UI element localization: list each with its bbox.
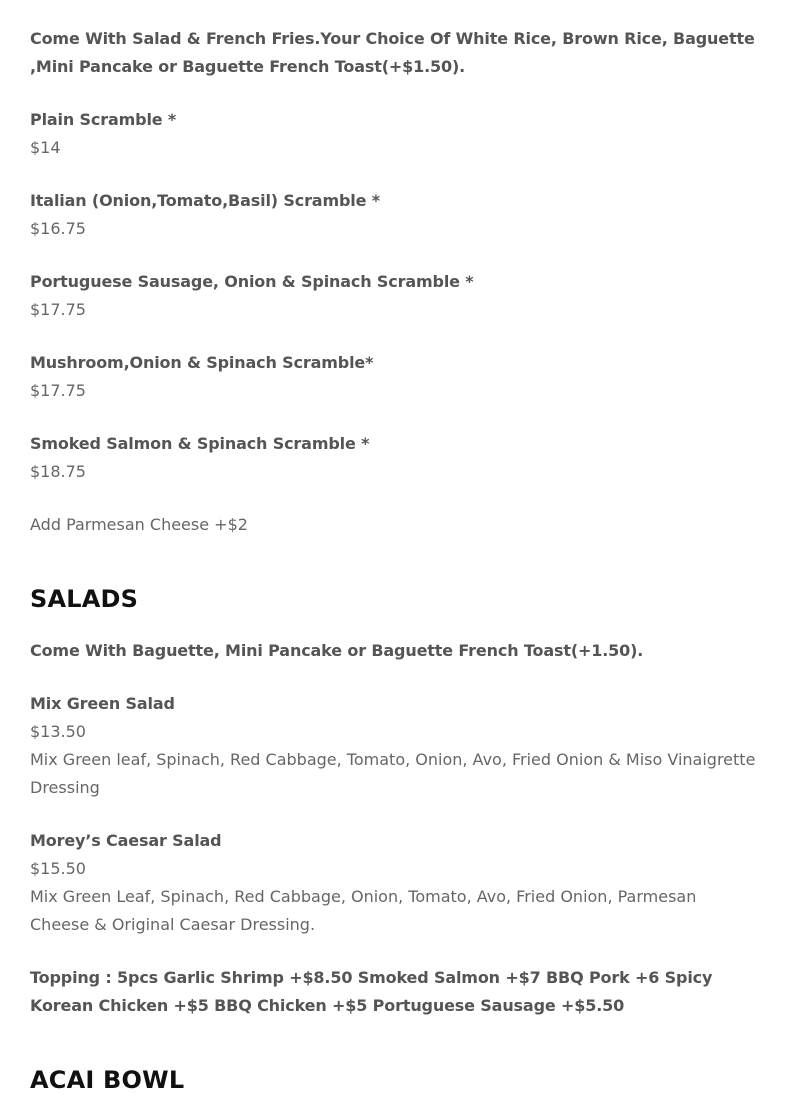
menu-item-name: Smoked Salmon & Spinach Scramble * <box>30 434 370 453</box>
menu-item-name: Plain Scramble * <box>30 110 177 129</box>
menu-item-name: Portuguese Sausage, Onion & Spinach Scramble * <box>30 272 474 291</box>
salads-intro: Come With Baguette, Mini Pancake or Baguette French Toast(+1.50). <box>30 641 644 660</box>
menu-item <box>30 268 760 324</box>
menu-item-name: Mix Green Salad <box>30 694 175 713</box>
menu-item-name: Mushroom,Onion & Spinach Scramble* <box>30 353 374 372</box>
section-heading-salads: SALADS <box>30 585 139 613</box>
topping-note: Topping : 5pcs Garlic Shrimp +$8.50 Smoked Salmon +$7 BBQ Pork +6 Spicy Korean Chicken +$5 BBQ Chicken +$5 Portuguese Sausage +$5.50 <box>30 968 713 1015</box>
menu-item-price: $14 <box>30 138 61 157</box>
scramble-intro: Come With Salad & French Fries.Your Choice Of White Rice, Brown Rice, Baguette ,Mini Pancake or Baguette French Toast(+$1.50). <box>30 29 755 76</box>
menu-item <box>30 106 760 162</box>
menu-page <box>30 25 760 1096</box>
menu-item <box>30 349 760 405</box>
menu-item-description: Mix Green Leaf, Spinach, Red Cabbage, Onion, Tomato, Avo, Fried Onion, Parmesan Cheese & Original Caesar Dressing. <box>30 887 697 934</box>
menu-item-description: Mix Green leaf, Spinach, Red Cabbage, Tomato, Onion, Avo, Fried Onion & Miso Vinaigrette Dressing <box>30 750 756 797</box>
menu-item-price: $17.75 <box>30 300 86 319</box>
menu-item <box>30 430 760 486</box>
menu-item-name: Morey’s Caesar Salad <box>30 831 222 850</box>
menu-item-price: $15.50 <box>30 859 86 878</box>
addon-note: Add Parmesan Cheese +$2 <box>30 515 248 534</box>
menu-item-price: $18.75 <box>30 462 86 481</box>
menu-item <box>30 187 760 243</box>
menu-item-price: $16.75 <box>30 219 86 238</box>
menu-item-name: Italian (Onion,Tomato,Basil) Scramble * <box>30 191 380 210</box>
menu-item-price: $17.75 <box>30 381 86 400</box>
menu-item <box>30 690 760 802</box>
section-heading-acai-bowl: ACAI BOWL <box>30 1066 185 1094</box>
menu-item <box>30 827 760 939</box>
menu-item-price: $13.50 <box>30 722 86 741</box>
